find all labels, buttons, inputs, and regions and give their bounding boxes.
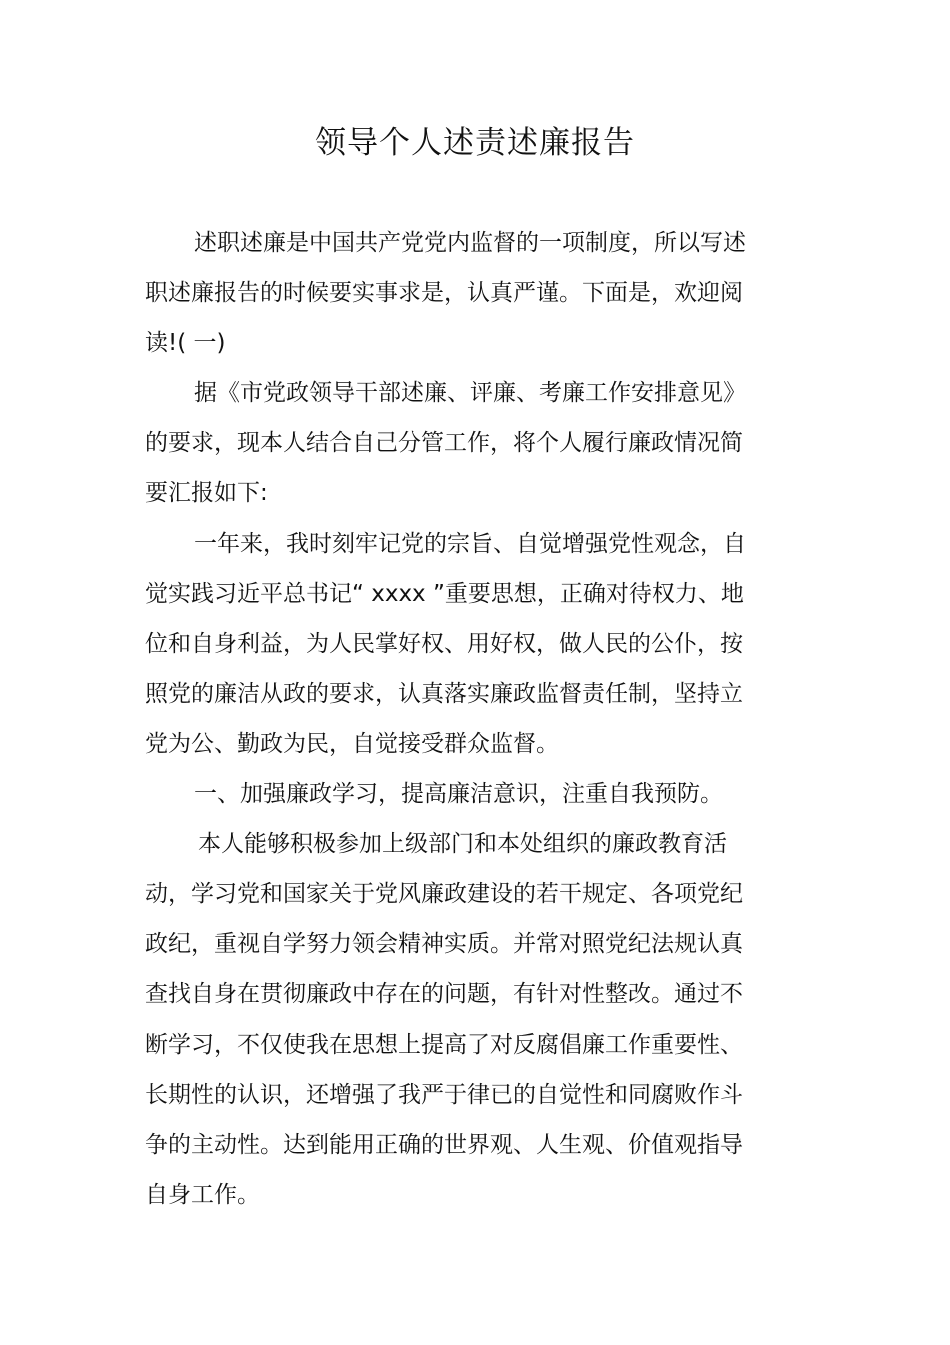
- paragraph-line: 本人能够积极参加上级部门和本处组织的廉政教育活: [198, 831, 727, 858]
- paragraph-line: 职述廉报告的时候要实事求是，认真严谨。下面是，欢迎阅: [145, 280, 743, 307]
- paragraph-line: 照党的廉洁从政的要求，认真落实廉政监督责任制，坚持立: [145, 680, 743, 707]
- paragraph-line: 动，学习党和国家关于党风廉政建设的若干规定、各项党纪: [145, 881, 743, 908]
- paragraph-line: 述职述廉是中国共产党党内监督的一项制度，所以写述: [194, 230, 746, 256]
- paragraph-line: 要汇报如下:: [145, 480, 268, 507]
- paragraph-line: 觉实践习近平总书记“ xxxx ”重要思想，正确对待权力、地: [145, 580, 744, 607]
- paragraph-line: 政纪，重视自学努力领会精神实质。并常对照党纪法规认真: [145, 931, 743, 958]
- paragraph-line: 断学习，不仅使我在思想上提高了对反腐倡廉工作重要性、: [145, 1031, 743, 1058]
- document-title: 领导个人述责述廉报告: [315, 125, 635, 161]
- paragraph-line: 长期性的认识，还增强了我严于律已的自觉性和同腐败作斗: [145, 1081, 743, 1108]
- document-body: [145, 218, 785, 1220]
- section-heading: 一、加强廉政学习，提高廉洁意识，注重自我预防。: [194, 781, 723, 808]
- paragraph-line: 位和自身利益，为人民掌好权、用好权，做人民的公仆，按: [145, 630, 743, 657]
- paragraph-line: 争的主动性。达到能用正确的世界观、人生观、价值观指导: [145, 1131, 743, 1158]
- paragraph-line: 的要求，现本人结合自己分管工作，将个人履行廉政情况简: [145, 430, 743, 457]
- paragraph-line: 读!( 一): [145, 330, 226, 357]
- paragraph-line: 自身工作。: [145, 1181, 260, 1208]
- paragraph-line: 据《市党政领导干部述廉、评廉、考廉工作安排意见》: [194, 380, 746, 407]
- paragraph-line: 一年来，我时刻牢记党的宗旨、自觉增强党性观念，自: [194, 530, 746, 557]
- paragraph-line: 党为公、勤政为民，自觉接受群众监督。: [145, 730, 559, 757]
- paragraph-line: 查找自身在贯彻廉政中存在的问题，有针对性整改。通过不: [145, 981, 743, 1008]
